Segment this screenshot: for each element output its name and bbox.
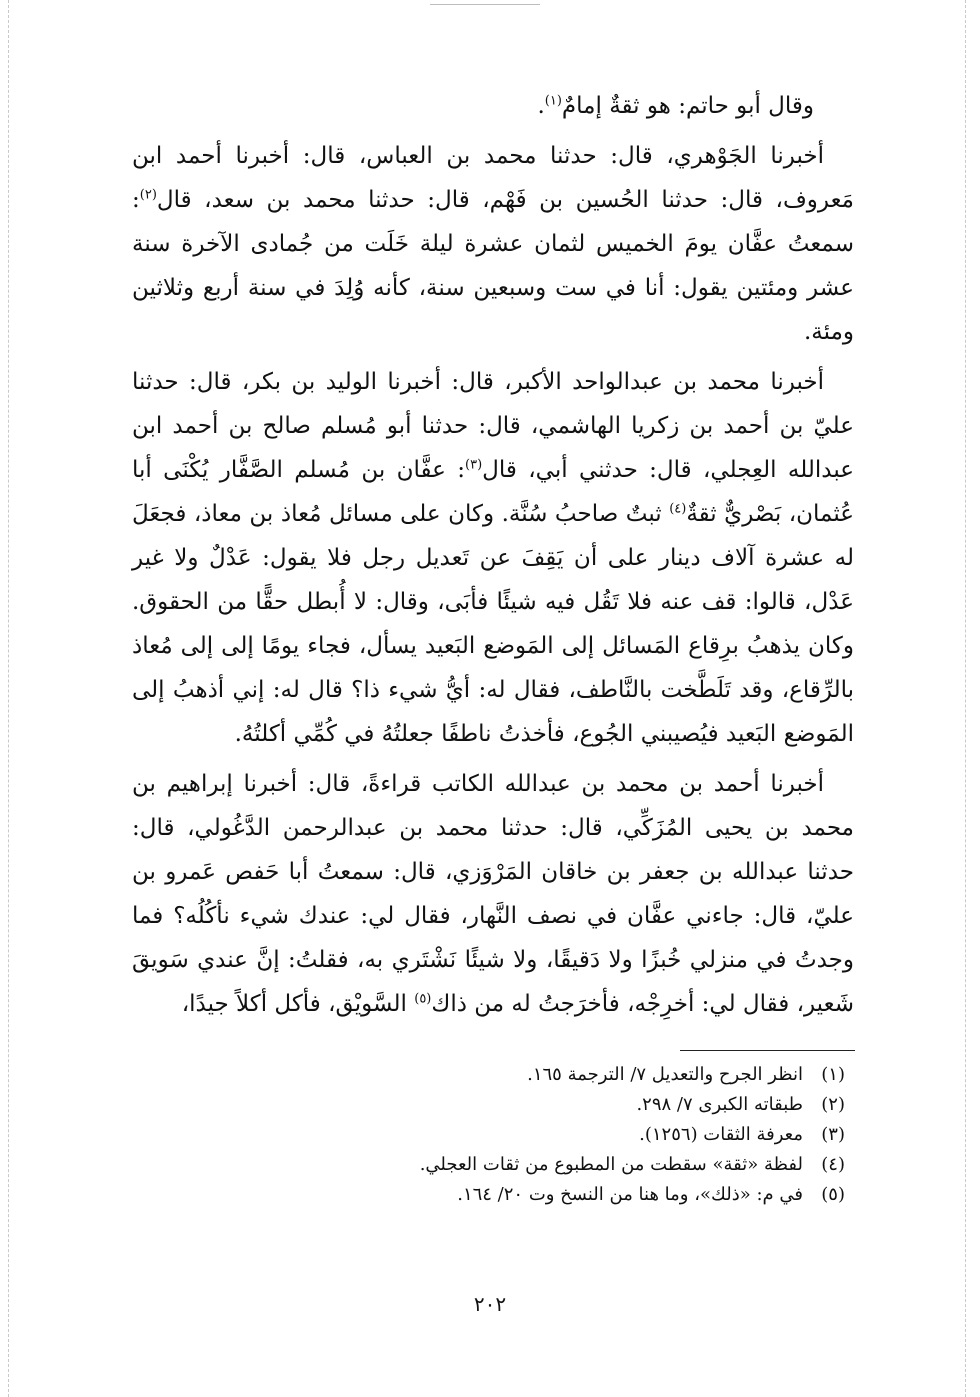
paragraph — [132, 762, 854, 1026]
footnote-ref[interactable]: (٤) — [669, 501, 687, 517]
footnote-number: (١) — [821, 1064, 845, 1085]
text-segment: أخبرنا محمد بن عبدالواحد الأكبر، قال: أخبرنا الوليد بن بكر، قال: حدثنا عليّ بن أحمد بن زكريا الهاشمي، قال: حدثنا أبو مُسلم صالح بن أحمد ابن عبدالله العِجلي، قال: حدثني أبي، قال — [132, 369, 854, 483]
page-number: ٢٠٢ — [473, 1292, 507, 1316]
text-segment: ثبتٌ صاحبُ سُنَّة. وكان على مسائل مُعاذ بن معاذ، فجعَلَ له عشرة آلاف دينار على أن يَقِفَ عن تَعديل رجل فلا يقول: عَدْلٌ ولا غير عَدْل، قالوا: قف عنه فلا تَقُل فيه شيئًا فأبَى، وقال: لا أُبطل حقًّا من الحقوق. وكان يذهبُ برِقاع المَسائل إلى المَوضع البَعيد يسأل، فجاء يومًا إلى إلى مُعاذ بالرِّقاع، وقد تَلَطَّخت بالنَّاطف، فقال له: أيُّ شيء ذا؟ قال له: إني أذهبُ إلى المَوضع البَعيد فيُصيبني الجُوع، فأخذتُ ناطفًا جعلتُهُ في كُمِّي أكلتُهُ. — [132, 501, 854, 747]
footnote-number: (٢) — [821, 1094, 845, 1115]
footnote-number: (٥) — [821, 1184, 845, 1205]
footnote-item — [300, 1150, 845, 1180]
text-segment: أخبرنا أحمد بن محمد بن عبدالله الكاتب قراءةً، قال: أخبرنا إبراهيم بن محمد بن يحيى المُزَكِّي، قال: حدثنا محمد بن عبدالرحمن الدَّغُولي، قال: حدثنا عبدالله بن جعفر بن خاقان المَرْوَزي، قال: سمعتُ أبا حَفص عَمرو بن عليّ، قال: جاءني عفَّان في نصف النَّهار، فقال لي: عندك شيء نأكُلُه؟ فما وجدتُ في منزلي خُبزًا ولا دَقيقًا، ولا شيئًا نَشْتَري به، فقلتُ: إنَّ عندي سَويقَ شَعير، فقال لي: أخرِجْه، فأخرَجتُ له من ذاك — [132, 771, 854, 1017]
footnote-ref[interactable]: (١) — [544, 93, 562, 109]
footnote-text: لفظة «ثقة» سقطت من المطبوع من ثقات العجلي. — [419, 1154, 803, 1175]
footnote-text: انظر الجرح والتعديل ٧/ الترجمة ١٦٥. — [527, 1064, 803, 1085]
footnote-text: طبقاته الكبرى ٧/ ٢٩٨. — [636, 1094, 803, 1115]
footnote-number: (٣) — [821, 1124, 845, 1145]
footnote-item — [300, 1180, 845, 1210]
scan-edge-left — [8, 0, 9, 1397]
scan-top-mark — [430, 4, 540, 5]
paragraph — [132, 84, 854, 128]
text-segment: السَّويْق، فأكل أكلاً جيدًا، — [181, 991, 415, 1017]
footnote-item — [300, 1090, 845, 1120]
paragraph — [132, 134, 854, 354]
footnote-separator — [680, 1050, 855, 1051]
text-segment: . — [537, 93, 545, 119]
text-segment: أخبرنا الجَوْهري، قال: حدثنا محمد بن العباس، قال: أخبرنا أحمد ابن مَعروف، قال: حدثنا الحُسين بن فَهْم، قال: حدثنا محمد بن سعد، قال — [132, 143, 854, 213]
text-segment: وقال أبو حاتم: هو ثقةٌ إمامٌ — [561, 93, 814, 119]
text-segment: : عفَّان بن مُسلم الصَّفَّار يُكْنَى أبا عُثمان، بَصْريٌّ ثقةٌ — [132, 457, 854, 527]
footnote-item — [300, 1120, 845, 1150]
paragraph — [132, 360, 854, 756]
footnote-ref[interactable]: (٣) — [465, 457, 483, 473]
footnotes — [300, 1060, 845, 1210]
scan-edge-right — [965, 0, 966, 1397]
footnote-ref[interactable]: (٢) — [139, 187, 157, 203]
footnote-item — [300, 1060, 845, 1090]
footnote-text: معرفة الثقات (١٢٥٦). — [639, 1124, 803, 1145]
footnote-ref[interactable]: (٥) — [414, 991, 432, 1007]
footnote-number: (٤) — [821, 1154, 845, 1175]
main-text — [132, 84, 854, 1032]
text-segment: : سمعتُ عفَّان يومَ الخميس لثمان عشرة ليلة خَلَت من جُمادى الآخرة سنة عشر ومئتين يقول: أنا في ست وسبعين سنة، كأنه وُلِدَ في سنة أربع وثلاثين ومئة. — [132, 187, 854, 345]
footnote-text: في م: «ذلك»، وما هنا من النسخ وت ٢٠/ ١٦٤. — [457, 1184, 803, 1205]
